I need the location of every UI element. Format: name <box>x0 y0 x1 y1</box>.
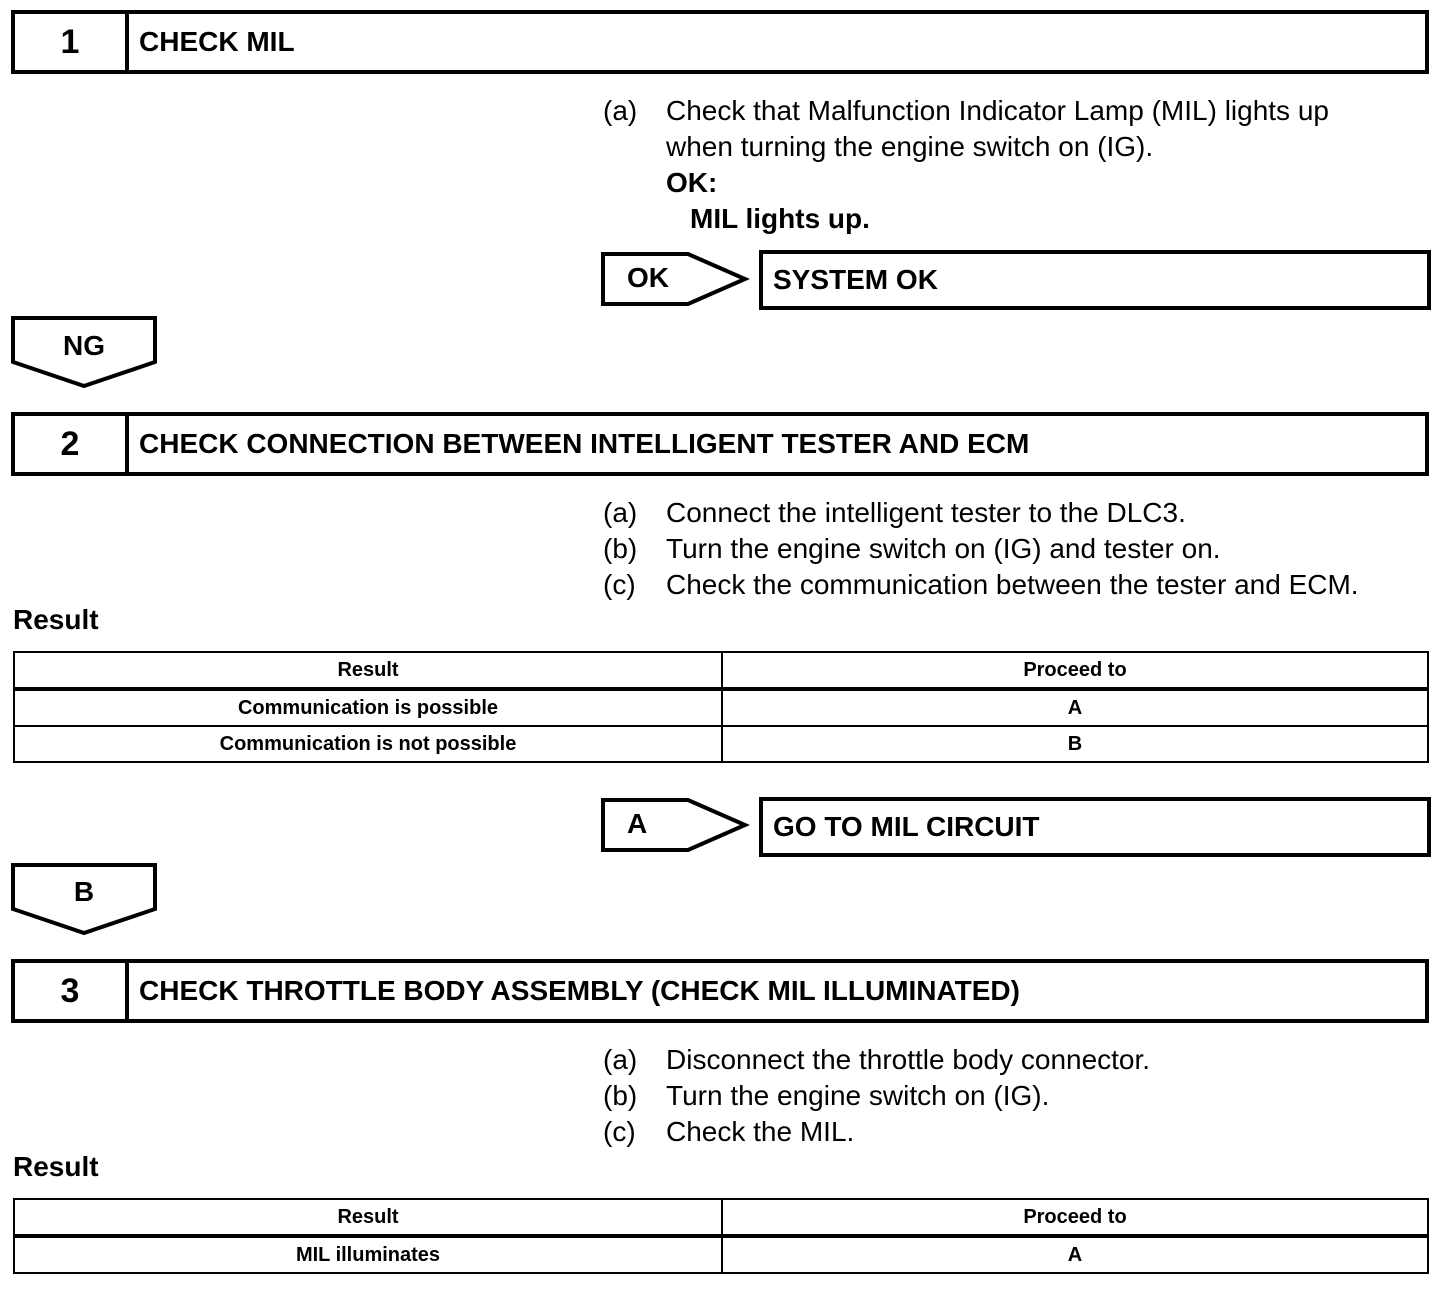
ok-heading: OK: <box>666 167 718 198</box>
step-1-title: CHECK MIL <box>139 26 295 57</box>
step-1-number: 1 <box>15 14 129 70</box>
instruction-text: when turning the engine switch on (IG). <box>666 131 1154 162</box>
table-cell: A <box>722 1236 1428 1273</box>
step-3-result-table <box>13 1198 1429 1274</box>
table-header-cell: Result <box>14 1199 722 1236</box>
table-cell: Communication is possible <box>14 689 722 726</box>
instruction-text: Check the MIL. <box>666 1116 855 1147</box>
table-header-cell: Proceed to <box>722 1199 1428 1236</box>
step-3-header <box>11 959 1429 1023</box>
instruction-row <box>603 1078 1150 1114</box>
system-ok-box: SYSTEM OK <box>759 250 1431 310</box>
table-header-row <box>14 1199 1428 1236</box>
instruction-row <box>603 1114 1150 1150</box>
ng-branch-label: NG <box>63 330 105 361</box>
instruction-label: (a) <box>603 95 638 126</box>
instruction-label: (a) <box>603 1044 638 1075</box>
step-3-result-label: Result <box>13 1151 99 1182</box>
table-cell: A <box>722 689 1428 726</box>
instruction-text: Connect the intelligent tester to the DLC3. <box>666 497 1186 528</box>
table-cell: B <box>722 726 1428 762</box>
step-2-result-label: Result <box>13 604 99 635</box>
step-3-instructions <box>603 1042 1150 1150</box>
step-3-title: CHECK THROTTLE BODY ASSEMBLY (CHECK MIL ILLUMINATED) <box>139 975 1020 1006</box>
instruction-label: (c) <box>603 569 636 600</box>
table-cell: Communication is not possible <box>14 726 722 762</box>
a-branch-label: A <box>627 808 648 839</box>
ok-condition: MIL lights up. <box>690 203 870 234</box>
table-header-cell: Proceed to <box>722 652 1428 689</box>
instruction-label: (b) <box>603 533 638 564</box>
instruction-text: Turn the engine switch on (IG) and tester on. <box>666 533 1221 564</box>
instruction-label: (a) <box>603 497 638 528</box>
instruction-label: (c) <box>603 1116 636 1147</box>
step-2-title: CHECK CONNECTION BETWEEN INTELLIGENT TESTER AND ECM <box>139 428 1030 459</box>
instruction-text: Check that Malfunction Indicator Lamp (MIL) lights up <box>666 95 1329 126</box>
mil-circuit-box: GO TO MIL CIRCUIT <box>759 797 1431 857</box>
b-branch-label: B <box>73 876 95 907</box>
instruction-row <box>603 1042 1150 1078</box>
instruction-text: Check the communication between the tester and ECM. <box>666 569 1359 600</box>
table-cell: MIL illuminates <box>14 1236 722 1273</box>
instruction-label: (b) <box>603 1080 638 1111</box>
ok-branch-label: OK <box>627 262 669 293</box>
instruction-text: Turn the engine switch on (IG). <box>666 1080 1050 1111</box>
table-header-cell: Result <box>14 652 722 689</box>
step-3-number: 3 <box>15 963 129 1019</box>
table-row <box>14 1236 1428 1273</box>
instruction-text: Disconnect the throttle body connector. <box>666 1044 1151 1075</box>
step-2-number: 2 <box>15 416 129 472</box>
